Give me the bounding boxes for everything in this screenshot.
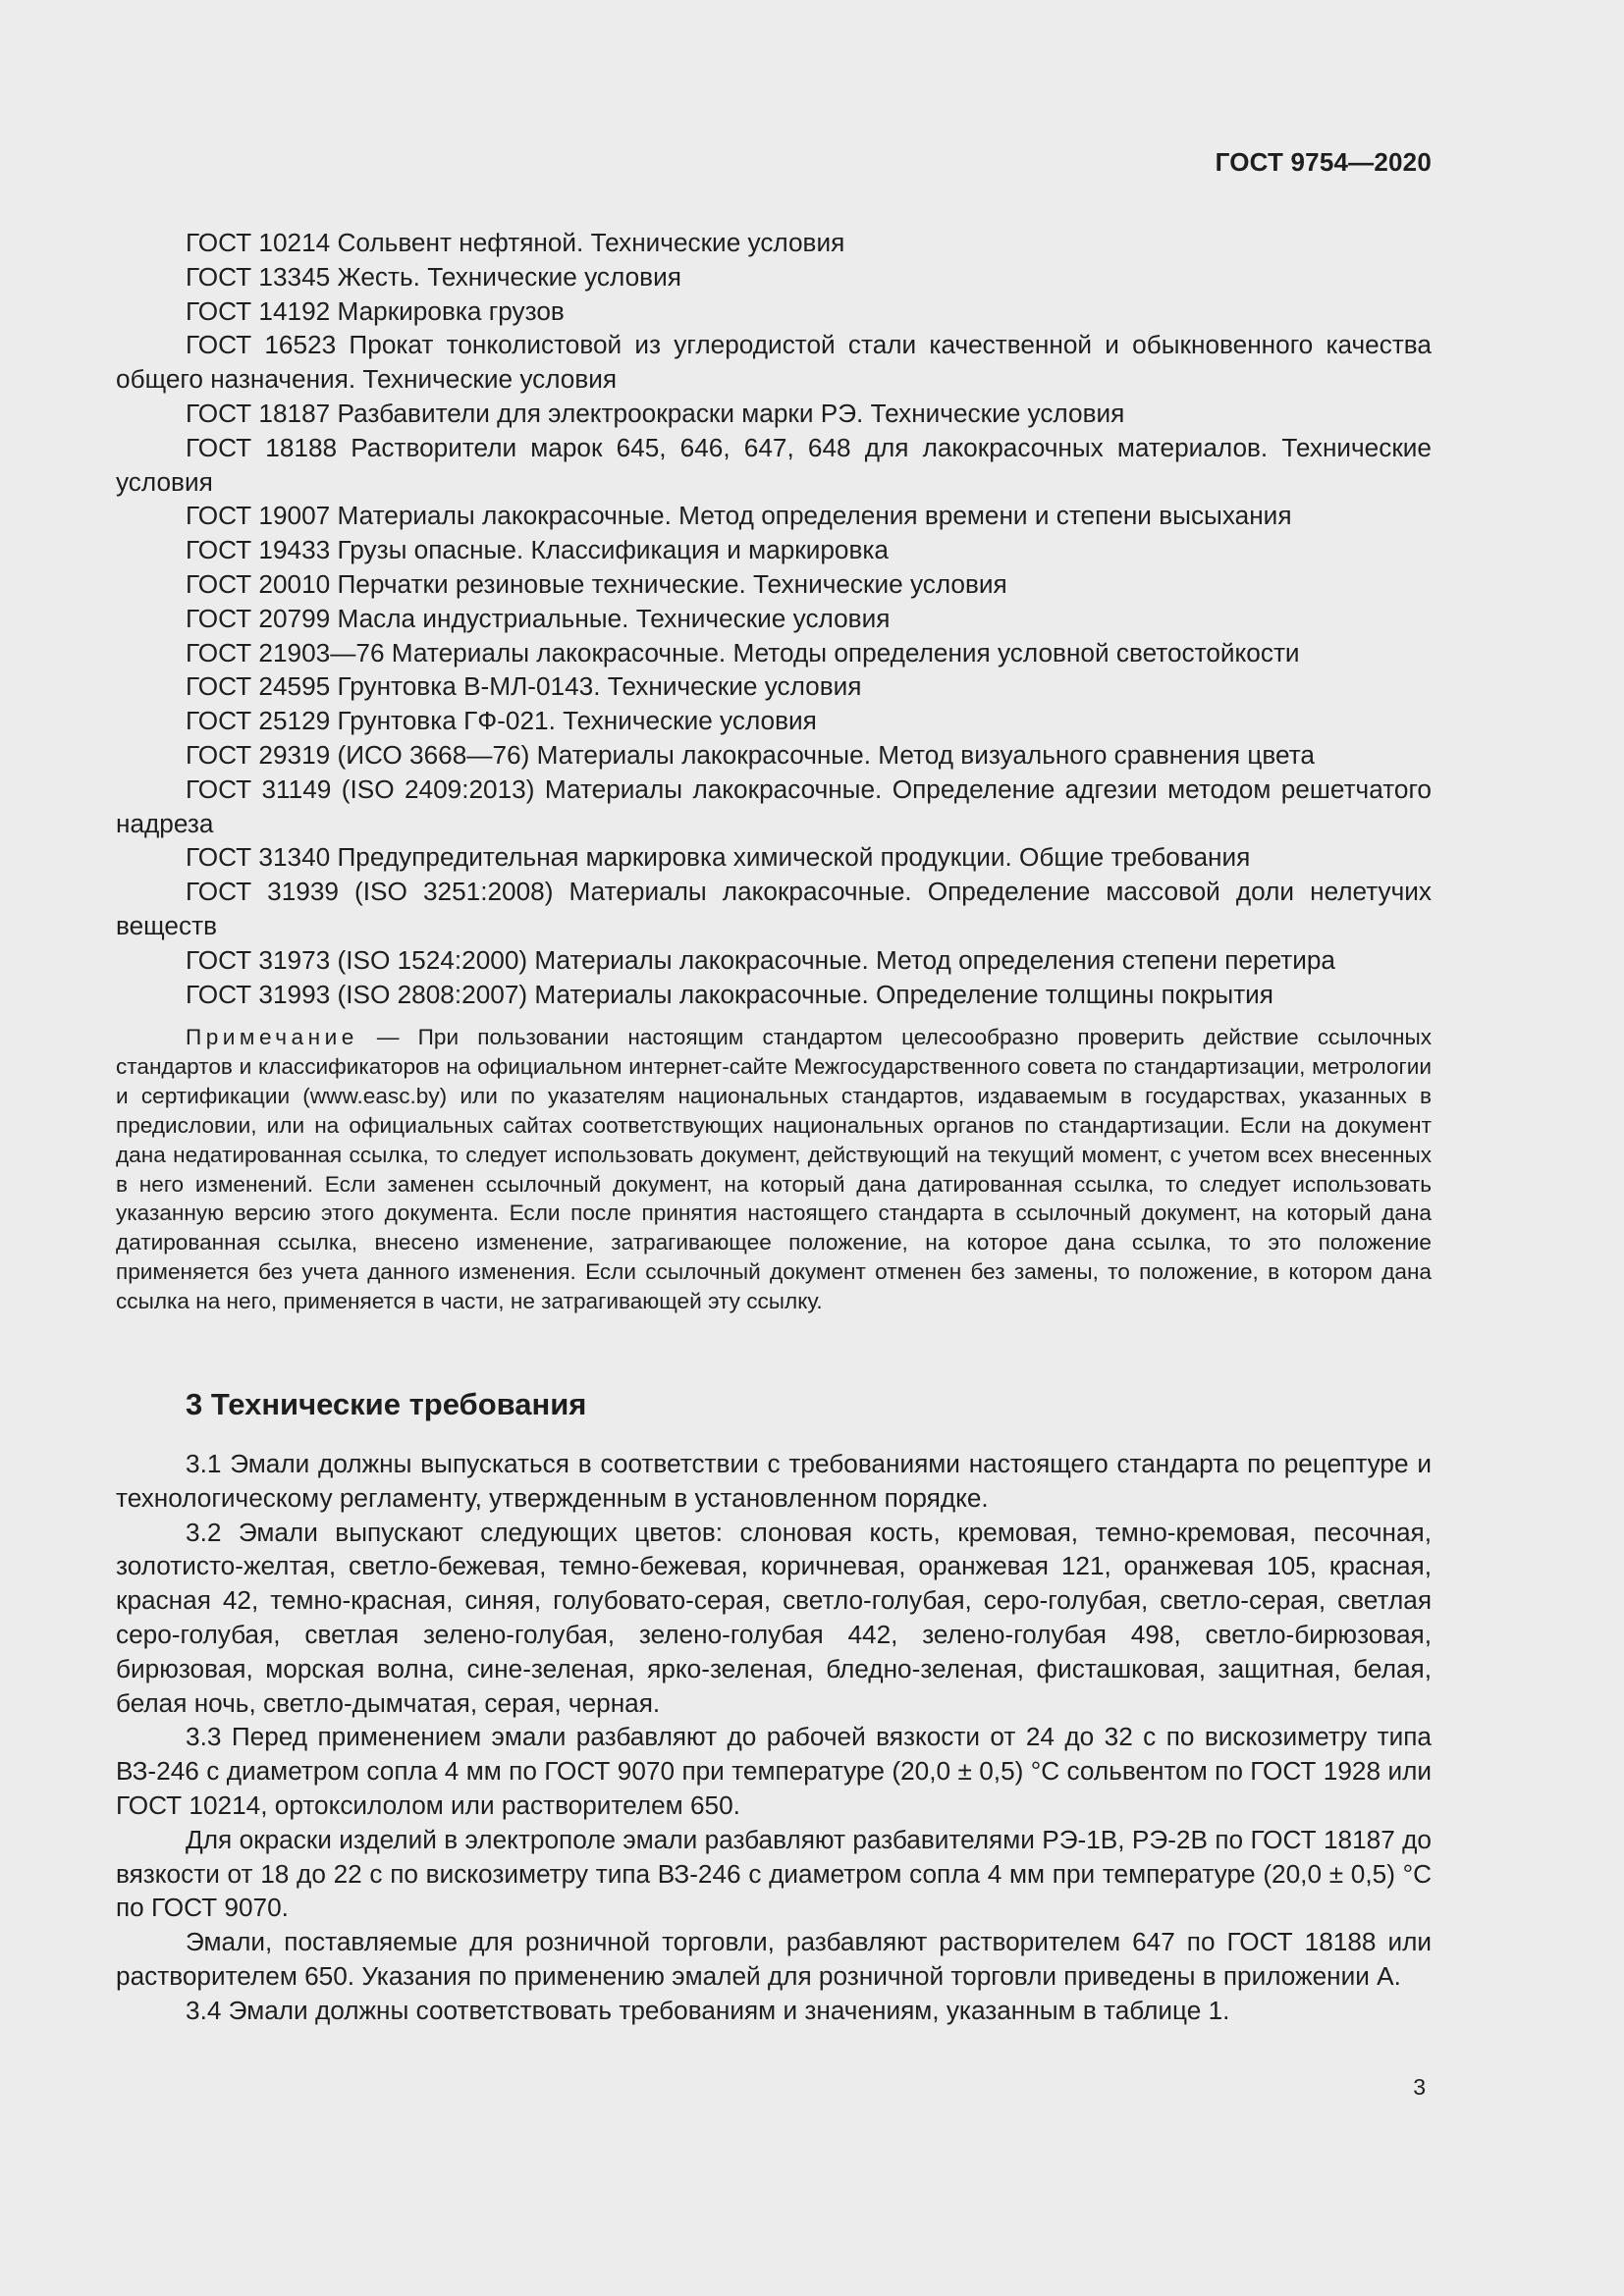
reference-item: ГОСТ 19007 Материалы лакокрасочные. Метод определения времени и степени высыхания [186, 501, 1292, 531]
reference-item: ГОСТ 31973 (ISO 1524:2000) Материалы лакокрасочные. Метод определения степени перетира [186, 944, 1335, 975]
paragraph: Эмали, поставляемые для розничной торговли, разбавляют растворителем 647 по ГОСТ 18188 или растворителем 650. Указания по применению эмалей для розничной торговли приведены в приложении А. [116, 1927, 1432, 1991]
reference-item: ГОСТ 31993 (ISO 2808:2007) Материалы лакокрасочные. Определение толщины покрытия [186, 979, 1273, 1009]
normative-references-list [116, 226, 1432, 1011]
paragraph: 3.3 Перед применением эмали разбавляют до рабочей вязкости от 24 до 32 с по вискозиметру типа ВЗ-246 с диаметром сопла 4 мм по ГОСТ 9070 при температуре (20,0 ± 0,5) °С сольвентом по ГОСТ 1928 или ГОСТ 10214, ортоксилолом или растворителем 650. [116, 1722, 1432, 1820]
note-label: Примечание [186, 1025, 358, 1049]
reference-item: ГОСТ 29319 (ИСО 3668—76) Материалы лакокрасочные. Метод визуального сравнения цвета [186, 739, 1315, 770]
paragraph: 3.4 Эмали должны соответствовать требованиям и значениям, указанным в таблице 1. [186, 1995, 1230, 2025]
reference-item: ГОСТ 24595 Грунтовка В-МЛ-0143. Технические условия [186, 671, 862, 702]
reference-item: ГОСТ 31939 (ISO 3251:2008) Материалы лакокрасочные. Определение массовой доли нелетучих веществ [116, 877, 1432, 940]
reference-item: ГОСТ 19433 Грузы опасные. Классификация и маркировка [186, 535, 889, 565]
reference-item: ГОСТ 18187 Разбавители для электроокраски марки РЭ. Технические условия [186, 398, 1125, 428]
page-number: 3 [1413, 2074, 1426, 2100]
reference-item: ГОСТ 10214 Сольвент нефтяной. Технические условия [186, 228, 845, 257]
reference-item: ГОСТ 18188 Растворители марок 645, 646, 647, 648 для лакокрасочных материалов. Технические условия [116, 432, 1432, 497]
paragraph: Для окраски изделий в электрополе эмали разбавляют разбавителями РЭ-1В, РЭ-2В по ГОСТ 18187 до вязкости от 18 до 22 с по вискозиметру типа ВЗ-246 с диаметром сопла 4 мм при температуре (20,0 ± 0,5) °С по ГОСТ 9070. [116, 1824, 1432, 1923]
reference-item: ГОСТ 20010 Перчатки резиновые технические. Технические условия [186, 568, 1007, 599]
page-header: ГОСТ 9754—2020 [1215, 147, 1432, 177]
reference-item: ГОСТ 25129 Грунтовка ГФ-021. Технические условия [186, 706, 817, 736]
reference-item: ГОСТ 20799 Масла индустриальные. Технические условия [186, 603, 891, 633]
note-block [116, 1023, 1432, 1316]
reference-item: ГОСТ 31149 (ISO 2409:2013) Материалы лакокрасочные. Определение адгезии методом решетчатого надреза [116, 774, 1432, 838]
reference-item: ГОСТ 31340 Предупредительная маркировка химической продукции. Общие требования [186, 842, 1251, 873]
reference-item: ГОСТ 13345 Жесть. Технические условия [186, 261, 681, 292]
paragraph: 3.1 Эмали должны выпускаться в соответствии с требованиями настоящего стандарта по рецептуре и технологическому регламенту, утвержденным в установленном порядке. [116, 1449, 1432, 1513]
section-body [116, 1447, 1432, 2028]
reference-item: ГОСТ 16523 Прокат тонколистовой из углеродистой стали качественной и обыкновенного качества общего назначения. Технические условия [116, 330, 1432, 395]
reference-item: ГОСТ 14192 Маркировка грузов [186, 295, 565, 326]
paragraph: 3.2 Эмали выпускают следующих цветов: слоновая кость, кремовая, темно-кремовая, песочная, золотисто-желтая, светло-бежевая, темно-бежевая, коричневая, оранжевая 121, оранжевая 105, красная, красная 42, темно-красная, синяя, голубовато-серая, светло-голубая, серо-голубая, светло-серая, светлая серо-голубая, светлая зелено-голубая, зелено-голубая 442, зелено-голубая 498, светло-бирюзовая, бирюзовая, морская волна, сине-зеленая, ярко-зеленая, бледно-зеленая, фисташковая, защитная, белая, белая ночь, светло-дымчатая, серая, черная. [116, 1517, 1432, 1718]
note-text: — При пользовании настоящим стандартом целесообразно проверить действие ссылочных стандартов и классификаторов на официальном интернет-сайте Межгосударственного совета по стандартизации, метрологии и сертификации (www.easc.by) или по указателям национальных стандартов, издаваемым в государствах, указанных в предисловии, или на официальных сайтах соответствующих национальных органов по стандартизации. Если на документ дана недатированная ссылка, то следует использовать документ, действующий на текущий момент, с учетом всех внесенных в него изменений. Если заменен ссылочный документ, на который дана датированная ссылка, то следует использовать указанную версию этого документа. Если после принятия настоящего стандарта в ссылочный документ, на который дана датированная ссылка, внесено изменение, затрагивающее положение, на которое дана ссылка, то это положение применяется без учета данного изменения. Если ссылочный документ отменен без замены, то положение, в котором дана ссылка на него, применяется в части, не затрагивающей эту ссылку. [116, 1025, 1432, 1314]
section-title: 3 Технические требования [186, 1387, 587, 1421]
reference-item: ГОСТ 21903—76 Материалы лакокрасочные. Методы определения условной светостойкости [186, 637, 1300, 667]
